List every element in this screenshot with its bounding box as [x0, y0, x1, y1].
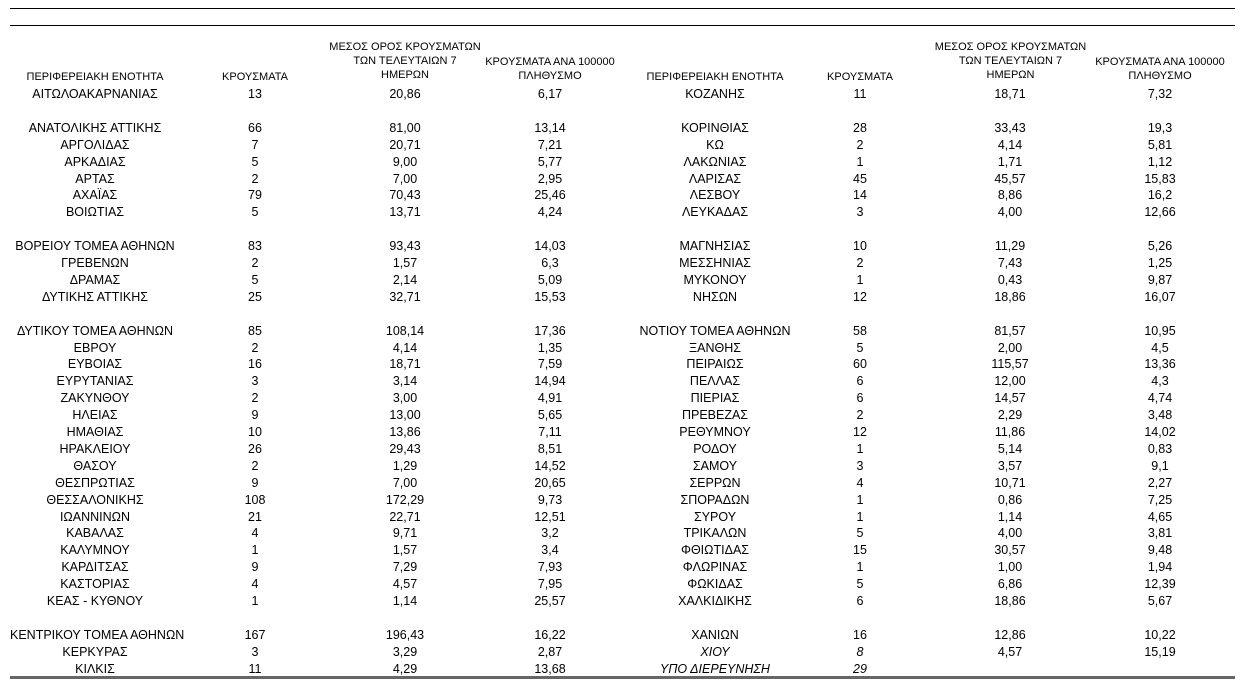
cell-name: ΑΡΓΟΛΙΔΑΣ [60, 137, 130, 152]
header-avg-line1: ΜΕΣΟΣ ΟΡΟΣ ΚΡΟΥΣΜΑΤΩΝ [329, 41, 481, 53]
cell-per100k: 7,93 [537, 560, 563, 575]
cell-name: ΠΙΕΡΙΑΣ [690, 391, 740, 406]
cell-per100k: 7,21 [537, 137, 563, 152]
cell-name: ΣΑΜΟΥ [692, 458, 738, 473]
cell-avg: 1,14 [997, 509, 1023, 524]
cell-avg: 30,57 [994, 543, 1026, 558]
cell-per100k: 2,27 [1147, 475, 1173, 490]
cell-name: ΚΩ [706, 137, 724, 152]
cell-name: ΣΥΡΟΥ [693, 509, 737, 524]
cell-name: ΠΕΙΡΑΙΩΣ [686, 357, 744, 372]
cell-per100k: 1,94 [1147, 560, 1173, 575]
cell-per100k: 13,14 [534, 120, 566, 135]
cell-per100k: 12,51 [534, 509, 566, 524]
header-rule [10, 25, 1235, 26]
bottom-rule [10, 676, 1235, 679]
cell-cases: 9 [251, 475, 259, 490]
cell-cases: 83 [248, 239, 262, 254]
cell-cases: 66 [248, 120, 262, 135]
cell-avg: 13,00 [389, 408, 421, 423]
cell-name: ΘΕΣΠΡΩΤΙΑΣ [55, 475, 135, 490]
header-avg-line3: ΗΜΕΡΩΝ [986, 69, 1035, 81]
cell-per100k: 4,5 [1151, 340, 1169, 355]
cell-cases: 2 [251, 171, 259, 186]
cell-avg: 45,57 [994, 171, 1026, 186]
cell-avg: 10,71 [994, 475, 1026, 490]
cell-cases: 85 [248, 323, 262, 338]
cell-avg: 93,43 [389, 239, 421, 254]
cell-cases: 1 [856, 272, 864, 287]
cell-avg: 2,00 [997, 340, 1023, 355]
cell-cases: 9 [251, 560, 259, 575]
cell-name: ΚΕΡΚΥΡΑΣ [62, 644, 128, 659]
cell-name: ΔΡΑΜΑΣ [69, 272, 121, 287]
cell-per100k: 2,95 [537, 171, 563, 186]
cell-per100k: 5,65 [537, 408, 563, 423]
cell-cases: 5 [856, 340, 864, 355]
cell-cases: 3 [856, 205, 864, 220]
cell-cases: 3 [251, 644, 259, 659]
cell-per100k: 1,25 [1147, 256, 1173, 270]
cell-avg: 7,00 [392, 171, 418, 186]
cell-cases: 167 [244, 627, 266, 642]
cell-name: ΖΑΚΥΝΘΟΥ [60, 391, 130, 406]
cell-name: ΧΑΛΚΙΔΙΚΗΣ [678, 594, 752, 608]
cell-avg: 6,86 [997, 577, 1023, 592]
cell-per100k: 7,11 [538, 425, 562, 439]
cell-cases: 2 [856, 137, 864, 152]
cell-name: ΚΑΒΑΛΑΣ [66, 526, 124, 541]
cell-per100k: 25,46 [534, 188, 566, 203]
cell-name: ΦΘΙΩΤΙΔΑΣ [680, 543, 750, 558]
cell-per100k: 25,57 [534, 594, 566, 608]
cell-per100k: 0,83 [1147, 441, 1173, 456]
cell-avg: 7,00 [392, 475, 418, 490]
cell-avg: 13,71 [389, 205, 421, 220]
cell-avg: 108,14 [385, 323, 425, 338]
header-avg-line1: ΜΕΣΟΣ ΟΡΟΣ ΚΡΟΥΣΜΑΤΩΝ [934, 41, 1087, 53]
header-per100k-line1: ΚΡΟΥΣΜΑΤΑ ΑΝΑ 100000 [1095, 56, 1225, 68]
cell-name: ΘΕΣΣΑΛΟΝΙΚΗΣ [46, 492, 144, 507]
cell-per100k: 10,95 [1144, 323, 1176, 338]
cell-name: ΚΑΡΔΙΤΣΑΣ [61, 560, 129, 575]
cell-per100k: 16,2 [1147, 188, 1173, 203]
header-cases: ΚΡΟΥΣΜΑΤΑ [222, 71, 288, 83]
cell-cases: 7 [251, 137, 259, 152]
header-per100k-line1: ΚΡΟΥΣΜΑΤΑ ΑΝΑ 100000 [485, 56, 615, 68]
header-region: ΠΕΡΙΦΕΡΕΙΑΚΗ ΕΝΟΤΗΤΑ [26, 71, 164, 83]
cell-cases: 1 [251, 594, 259, 608]
cell-avg: 11,29 [994, 239, 1026, 254]
cell-per100k: 13,68 [534, 661, 566, 676]
cell-name: ΛΑΡΙΣΑΣ [688, 171, 742, 186]
cell-avg: 0,86 [997, 492, 1023, 507]
cell-avg: 12,00 [994, 374, 1026, 389]
cell-avg: 29,43 [389, 441, 421, 456]
cell-per100k: 5,26 [1147, 239, 1173, 254]
cell-avg: 3,29 [392, 644, 418, 659]
header-avg-line3: ΗΜΕΡΩΝ [381, 69, 429, 81]
cell-name: ΚΙΛΚΙΣ [75, 661, 115, 676]
cell-cases: 5 [251, 205, 259, 220]
cell-per100k: 2,87 [537, 644, 563, 659]
cell-per100k: 9,48 [1147, 543, 1173, 558]
cell-avg: 115,57 [991, 357, 1029, 372]
cell-per100k: 4,91 [537, 391, 563, 406]
cell-cases: 1 [856, 441, 864, 456]
cell-name: ΙΩΑΝΝΙΝΩΝ [59, 509, 131, 524]
cell-cases: 45 [853, 171, 867, 186]
cell-cases: 15 [853, 543, 867, 558]
top-rule [10, 8, 1235, 9]
cell-cases: 6 [856, 391, 864, 406]
cell-per100k: 4,74 [1147, 391, 1173, 406]
cell-avg: 32,71 [389, 289, 421, 304]
cell-avg: 5,14 [997, 441, 1023, 456]
cell-name: ΒΟΙΩΤΙΑΣ [65, 205, 125, 220]
header-avg-line2: ΤΩΝ ΤΕΛΕΥΤΑΙΩΝ 7 [353, 55, 457, 67]
cell-per100k: 15,83 [1144, 171, 1176, 186]
cell-avg: 22,71 [389, 509, 421, 524]
header-region: ΠΕΡΙΦΕΡΕΙΑΚΗ ΕΝΟΤΗΤΑ [646, 71, 784, 83]
cell-avg: 196,43 [385, 627, 425, 642]
cell-avg: 2,14 [392, 272, 418, 287]
cell-name: ΛΑΚΩΝΙΑΣ [683, 154, 747, 169]
cell-name: ΝΟΤΙΟΥ ΤΟΜΕΑ ΑΘΗΝΩΝ [639, 323, 791, 338]
cell-per100k: 5,77 [537, 154, 563, 169]
header-per100k-line2: ΠΛΗΘΥΣΜΟ [1128, 70, 1192, 82]
cell-cases: 5 [856, 577, 864, 592]
header-avg [928, 40, 1093, 82]
cell-per100k: 6,3 [541, 256, 559, 270]
cell-per100k: 16,07 [1144, 289, 1176, 304]
cell-cases: 2 [251, 256, 259, 270]
cell-cases: 25 [248, 289, 262, 304]
cell-name: ΒΟΡΕΙΟΥ ΤΟΜΕΑ ΑΘΗΝΩΝ [15, 239, 175, 254]
cell-name: ΥΠΟ ΔΙΕΡΕΥΝΗΣΗ [660, 661, 770, 676]
cell-name: ΣΠΟΡΑΔΩΝ [680, 492, 750, 507]
cell-per100k: 3,2 [541, 526, 559, 541]
cell-per100k: 6,17 [537, 87, 563, 101]
cell-cases: 10 [248, 425, 262, 439]
cell-per100k: 12,66 [1144, 205, 1176, 220]
cell-name: ΦΩΚΙΔΑΣ [687, 577, 743, 592]
cell-name: ΦΛΩΡΙΝΑΣ [682, 560, 748, 575]
cell-per100k: 3,4 [541, 543, 559, 558]
cell-name: ΠΡΕΒΕΖΑΣ [681, 408, 749, 423]
cell-cases: 60 [853, 357, 867, 372]
cell-name: ΚΑΛΥΜΝΟΥ [60, 543, 130, 558]
cell-name: ΓΡΕΒΕΝΩΝ [61, 256, 129, 270]
cell-avg: 7,43 [997, 256, 1023, 270]
cell-per100k: 20,65 [534, 475, 566, 490]
cell-cases: 1 [251, 543, 259, 558]
cell-per100k: 13,36 [1144, 357, 1176, 372]
cell-per100k: 15,19 [1144, 644, 1176, 659]
cell-cases: 12 [853, 425, 867, 439]
header-avg-line2: ΤΩΝ ΤΕΛΕΥΤΑΙΩΝ 7 [958, 55, 1063, 67]
cell-cases: 4 [856, 475, 864, 490]
cell-cases: 5 [251, 154, 259, 169]
cell-cases: 13 [248, 87, 262, 101]
cell-per100k: 5,81 [1147, 137, 1173, 152]
cell-per100k: 4,65 [1147, 509, 1173, 524]
cell-name: ΜΕΣΣΗΝΙΑΣ [679, 256, 751, 270]
cell-cases: 2 [251, 458, 259, 473]
cell-avg: 1,57 [392, 543, 418, 558]
cell-name: ΕΥΡΥΤΑΝΙΑΣ [56, 374, 134, 389]
cell-name: ΜΑΓΝΗΣΙΑΣ [679, 239, 751, 254]
cell-name: ΛΕΣΒΟΥ [689, 188, 741, 203]
cell-per100k: 9,73 [537, 492, 563, 507]
cell-avg: 1,71 [997, 154, 1023, 169]
cell-name: ΞΑΝΘΗΣ [689, 340, 741, 355]
cell-name: ΚΕΝΤΡΙΚΟΥ ΤΟΜΕΑ ΑΘΗΝΩΝ [10, 627, 185, 642]
cell-cases: 11 [248, 661, 262, 676]
cell-cases: 108 [244, 492, 266, 507]
cell-name: ΡΕΘΥΜΝΟΥ [679, 425, 751, 439]
cell-avg: 3,14 [392, 374, 418, 389]
cell-cases: 29 [853, 661, 867, 676]
cell-name: ΑΙΤΩΛΟΑΚΑΡΝΑΝΙΑΣ [32, 87, 158, 101]
cell-name: ΚΟΖΑΝΗΣ [685, 87, 745, 101]
cell-cases: 1 [856, 560, 864, 575]
cell-avg: 81,00 [389, 120, 421, 135]
cell-avg: 20,71 [389, 137, 421, 152]
cell-per100k: 3,48 [1147, 408, 1173, 423]
cell-avg: 9,00 [392, 154, 418, 169]
cell-cases: 21 [248, 509, 262, 524]
cell-cases: 79 [248, 188, 262, 203]
cell-per100k: 5,09 [537, 272, 563, 287]
cell-avg: 1,14 [392, 594, 418, 608]
cell-per100k: 3,81 [1147, 526, 1173, 541]
cell-cases: 28 [853, 120, 867, 135]
cell-cases: 8 [856, 644, 864, 659]
cell-avg: 4,14 [997, 137, 1023, 152]
cell-avg: 1,29 [392, 458, 418, 473]
cell-cases: 5 [251, 272, 259, 287]
cell-avg: 1,57 [392, 256, 418, 270]
cell-avg: 20,86 [389, 87, 421, 101]
cell-cases: 5 [856, 526, 864, 541]
cell-per100k: 17,36 [534, 323, 566, 338]
cell-avg: 4,00 [997, 526, 1023, 541]
cell-per100k: 1,35 [537, 340, 563, 355]
cell-avg: 7,29 [392, 560, 418, 575]
cell-cases: 16 [248, 357, 262, 372]
cell-avg: 4,57 [997, 644, 1023, 659]
cell-name: ΕΥΒΟΙΑΣ [67, 357, 123, 372]
cell-cases: 9 [251, 408, 259, 423]
cell-per100k: 15,53 [534, 289, 566, 304]
cell-cases: 10 [853, 239, 867, 254]
cell-name: ΗΡΑΚΛΕΙΟΥ [59, 441, 131, 456]
cell-name: ΔΥΤΙΚΟΥ ΤΟΜΕΑ ΑΘΗΝΩΝ [16, 323, 174, 338]
cell-cases: 3 [251, 374, 259, 389]
cell-cases: 2 [251, 340, 259, 355]
cell-cases: 58 [853, 323, 867, 338]
cell-avg: 2,29 [997, 408, 1023, 423]
cell-cases: 26 [248, 441, 262, 456]
cell-avg: 81,57 [994, 323, 1026, 338]
cell-per100k: 1,12 [1147, 154, 1173, 169]
cell-avg: 14,57 [994, 391, 1026, 406]
cell-name: ΚΑΣΤΟΡΙΑΣ [60, 577, 130, 592]
cell-name: ΡΟΔΟΥ [693, 441, 737, 456]
cell-name: ΑΡΤΑΣ [75, 171, 115, 186]
cell-cases: 16 [853, 627, 867, 642]
cell-name: ΣΕΡΡΩΝ [689, 475, 741, 490]
cell-avg: 9,71 [392, 526, 418, 541]
cell-name: ΕΒΡΟΥ [73, 340, 117, 355]
cell-cases: 11 [853, 87, 867, 101]
cell-avg: 18,71 [389, 357, 421, 372]
cell-name: ΑΡΚΑΔΙΑΣ [64, 154, 126, 169]
cell-cases: 6 [856, 594, 864, 608]
cell-name: ΘΑΣΟΥ [73, 458, 117, 473]
header-per100k [480, 55, 620, 83]
cell-cases: 2 [856, 408, 864, 423]
cell-avg: 3,00 [392, 391, 418, 406]
cell-avg: 33,43 [994, 120, 1026, 135]
cell-per100k: 14,02 [1144, 425, 1176, 439]
cell-name: ΑΝΑΤΟΛΙΚΗΣ ΑΤΤΙΚΗΣ [28, 120, 162, 135]
cell-avg: 13,86 [389, 425, 421, 439]
cell-avg: 4,14 [392, 340, 418, 355]
cell-name: ΜΥΚΟΝΟΥ [683, 272, 747, 287]
cell-per100k: 19,3 [1147, 120, 1173, 135]
cell-cases: 1 [856, 154, 864, 169]
cell-avg: 18,86 [994, 594, 1026, 608]
cell-avg: 172,29 [385, 492, 425, 507]
cell-cases: 12 [853, 289, 867, 304]
cell-per100k: 7,59 [537, 357, 563, 372]
cell-name: ΚΕΑΣ - ΚΥΘΝΟΥ [46, 594, 144, 608]
cell-name: ΠΕΛΛΑΣ [689, 374, 741, 389]
header-cases: ΚΡΟΥΣΜΑΤΑ [827, 71, 893, 83]
cell-name: ΚΟΡΙΝΘΙΑΣ [681, 120, 749, 135]
cell-per100k: 4,24 [537, 205, 563, 220]
cell-per100k: 16,22 [534, 627, 566, 642]
cell-per100k: 14,94 [534, 374, 566, 389]
cell-per100k: 12,39 [1144, 577, 1176, 592]
cell-avg: 1,00 [997, 560, 1023, 575]
cell-name: ΛΕΥΚΑΔΑΣ [681, 205, 749, 220]
cell-cases: 1 [856, 509, 864, 524]
cell-avg: 70,43 [389, 188, 421, 203]
cell-per100k: 8,51 [537, 441, 563, 456]
header-avg [325, 40, 485, 82]
cell-per100k: 7,32 [1147, 87, 1173, 101]
cell-name: ΝΗΣΩΝ [692, 289, 738, 304]
cell-avg: 11,86 [994, 425, 1026, 439]
cell-avg: 18,71 [994, 87, 1026, 101]
cell-per100k: 10,22 [1144, 627, 1176, 642]
cell-cases: 2 [251, 391, 259, 406]
cell-avg: 3,57 [997, 458, 1023, 473]
cell-cases: 6 [856, 374, 864, 389]
cell-name: ΑΧΑΪΑΣ [72, 188, 118, 203]
cell-name: ΧΑΝΙΩΝ [691, 627, 739, 642]
cell-avg: 18,86 [994, 289, 1026, 304]
cell-per100k: 9,87 [1147, 272, 1173, 287]
cell-cases: 4 [251, 577, 259, 592]
cell-avg: 12,86 [994, 627, 1026, 642]
cell-cases: 3 [856, 458, 864, 473]
cell-per100k: 7,95 [537, 577, 563, 592]
cell-name: ΗΜΑΘΙΑΣ [66, 425, 124, 439]
cell-per100k: 14,52 [534, 458, 566, 473]
cell-avg: 4,29 [392, 661, 418, 676]
header-per100k [1085, 55, 1235, 83]
cell-cases: 4 [251, 526, 259, 541]
cell-per100k: 14,03 [534, 239, 566, 254]
cell-avg: 8,86 [997, 188, 1023, 203]
cell-name: ΤΡΙΚΑΛΩΝ [683, 526, 747, 541]
cell-name: ΧΙΟΥ [700, 644, 730, 659]
cell-cases: 1 [856, 492, 864, 507]
cell-cases: 14 [853, 188, 867, 203]
cell-avg: 0,43 [997, 272, 1023, 287]
header-per100k-line2: ΠΛΗΘΥΣΜΟ [518, 70, 582, 82]
cell-per100k: 9,1 [1151, 458, 1169, 473]
cell-per100k: 5,67 [1147, 594, 1173, 608]
cell-per100k: 7,25 [1147, 492, 1173, 507]
cell-name: ΗΛΕΙΑΣ [72, 408, 118, 423]
cell-avg: 4,00 [997, 205, 1023, 220]
cell-per100k: 4,3 [1151, 374, 1169, 389]
cell-cases: 2 [856, 256, 864, 270]
cell-name: ΔΥΤΙΚΗΣ ΑΤΤΙΚΗΣ [42, 289, 148, 304]
cell-avg: 4,57 [392, 577, 418, 592]
